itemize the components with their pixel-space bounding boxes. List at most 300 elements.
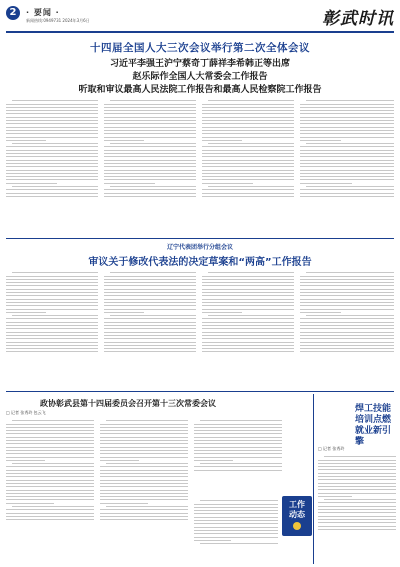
text-line: [300, 318, 394, 319]
text-line: [104, 163, 196, 164]
text-line: [104, 193, 196, 194]
text-line: [104, 345, 196, 346]
text-line: [100, 509, 188, 510]
text-line: [104, 335, 196, 336]
text-line: [194, 540, 231, 541]
story3-column-3b: [194, 498, 278, 564]
text-line: [6, 309, 98, 310]
text-line: [202, 150, 294, 151]
text-line: [110, 143, 196, 144]
text-line: [104, 130, 196, 131]
text-line: [300, 279, 394, 280]
text-line: [6, 282, 98, 283]
story1-column-1: [6, 98, 98, 236]
text-line: [6, 166, 98, 167]
right-byline: □ 记者 张秀玲: [318, 446, 345, 451]
text-line: [6, 345, 98, 346]
text-line: [6, 299, 98, 300]
text-line: [6, 332, 98, 333]
text-line: [194, 433, 282, 434]
vertical-divider: [313, 394, 314, 564]
text-line: [104, 127, 196, 128]
text-line: [202, 332, 294, 333]
text-line: [104, 150, 196, 151]
text-line: [202, 189, 294, 190]
text-line: [300, 183, 352, 184]
text-line: [6, 342, 98, 343]
text-line: [6, 519, 94, 520]
text-line: [6, 173, 98, 174]
text-line: [194, 517, 278, 518]
text-line: [202, 299, 294, 300]
text-line: [202, 342, 294, 343]
text-line: [300, 332, 394, 333]
text-line: [202, 309, 294, 310]
text-line: [6, 480, 94, 481]
text-line: [194, 443, 282, 444]
text-line: [104, 179, 196, 180]
text-line: [300, 146, 394, 147]
text-line: [6, 137, 98, 138]
text-line: [12, 463, 94, 464]
text-line: [6, 285, 98, 286]
text-line: [318, 526, 396, 527]
text-line: [6, 176, 98, 177]
text-line: [318, 516, 396, 517]
text-line: [202, 322, 294, 323]
story1-subheadline-3: 听取和审议最高人民法院工作报告和最高人民检察院工作报告: [78, 85, 322, 95]
text-line: [194, 520, 278, 521]
text-line: [318, 486, 396, 487]
text-line: [202, 110, 294, 111]
text-line: [104, 342, 196, 343]
text-line: [6, 499, 94, 500]
story1-subheadline-2: 赵乐际作全国人大常委会工作报告: [132, 72, 268, 82]
text-line: [202, 166, 294, 167]
text-line: [6, 179, 98, 180]
text-line: [208, 100, 294, 101]
text-line: [6, 183, 57, 184]
text-line: [194, 513, 278, 514]
text-line: [318, 522, 396, 523]
text-line: [100, 430, 188, 431]
text-line: [104, 312, 144, 313]
text-line: [208, 186, 294, 187]
text-line: [194, 470, 282, 471]
story1-column-4: [300, 98, 394, 236]
text-line: [100, 466, 188, 467]
story3-column-3: [194, 418, 282, 494]
text-line: [318, 476, 396, 477]
text-line: [300, 127, 394, 128]
text-line: [194, 523, 278, 524]
text-line: [104, 322, 196, 323]
text-line: [104, 133, 196, 134]
text-line: [100, 440, 188, 441]
text-line: [300, 282, 394, 283]
text-line: [300, 325, 394, 326]
text-line: [6, 104, 98, 105]
text-line: [202, 107, 294, 108]
text-line: [324, 499, 396, 500]
badge-dot-icon: [293, 522, 301, 530]
text-line: [6, 466, 94, 467]
text-line: [104, 156, 196, 157]
text-line: [202, 295, 294, 296]
text-line: [6, 318, 98, 319]
text-line: [6, 163, 98, 164]
badge-line-1: 工作: [289, 500, 305, 509]
text-line: [300, 166, 394, 167]
text-line: [100, 437, 188, 438]
text-line: [318, 473, 396, 474]
text-line: [6, 460, 45, 461]
text-line: [6, 140, 46, 141]
text-line: [6, 450, 94, 451]
text-line: [6, 305, 98, 306]
text-line: [100, 460, 139, 461]
text-line: [202, 348, 294, 349]
text-line: [300, 309, 394, 310]
text-line: [300, 193, 394, 194]
text-line: [12, 506, 94, 507]
text-line: [6, 430, 94, 431]
text-line: [100, 447, 188, 448]
text-line: [202, 196, 294, 197]
text-line: [194, 430, 282, 431]
text-line: [6, 509, 94, 510]
text-line: [202, 170, 294, 171]
text-line: [100, 443, 188, 444]
text-line: [200, 463, 282, 464]
text-line: [300, 110, 394, 111]
text-line: [104, 146, 196, 147]
text-line: [6, 457, 94, 458]
text-line: [318, 463, 396, 464]
text-line: [300, 335, 394, 336]
text-line: [202, 140, 242, 141]
text-line: [100, 433, 188, 434]
text-line: [202, 338, 294, 339]
text-line: [300, 351, 394, 352]
text-line: [318, 512, 396, 513]
text-line: [104, 173, 196, 174]
text-line: [300, 104, 394, 105]
text-line: [100, 486, 188, 487]
text-line: [100, 519, 188, 520]
text-line: [202, 113, 294, 114]
text-line: [300, 295, 394, 296]
text-line: [318, 509, 396, 510]
text-line: [104, 189, 196, 190]
text-line: [100, 453, 188, 454]
text-line: [300, 117, 394, 118]
text-line: [104, 170, 196, 171]
text-line: [104, 348, 196, 349]
text-line: [202, 285, 294, 286]
text-line: [306, 186, 394, 187]
text-line: [300, 305, 394, 306]
text-line: [6, 483, 94, 484]
text-line: [6, 156, 98, 157]
text-line: [104, 183, 155, 184]
text-line: [104, 160, 196, 161]
text-line: [6, 150, 98, 151]
text-line: [104, 279, 196, 280]
text-line: [202, 130, 294, 131]
text-line: [6, 453, 94, 454]
text-line: [300, 170, 394, 171]
text-line: [6, 127, 98, 128]
text-line: [6, 427, 94, 428]
text-line: [202, 127, 294, 128]
story3-byline: □ 记者 张秀玲 包云飞: [6, 410, 46, 415]
text-line: [300, 107, 394, 108]
text-line: [104, 338, 196, 339]
text-line: [194, 507, 278, 508]
text-line: [6, 193, 98, 194]
text-line: [104, 282, 196, 283]
text-line: [100, 513, 188, 514]
text-line: [104, 285, 196, 286]
text-line: [100, 490, 188, 491]
text-line: [6, 160, 98, 161]
text-line: [6, 292, 98, 293]
story1-subheadline-1: 习近平李强王沪宁蔡奇丁薛祥李希韩正等出席: [109, 59, 290, 69]
text-line: [300, 150, 394, 151]
text-line: [194, 447, 282, 448]
text-line: [202, 120, 294, 121]
text-line: [202, 279, 294, 280]
text-line: [6, 443, 94, 444]
text-line: [104, 176, 196, 177]
text-line: [202, 137, 294, 138]
text-line: [194, 457, 282, 458]
text-line: [6, 276, 98, 277]
text-line: [110, 315, 196, 316]
text-line: [300, 338, 394, 339]
text-line: [100, 499, 188, 500]
text-line: [6, 328, 98, 329]
text-line: [6, 146, 98, 147]
text-line: [202, 156, 294, 157]
text-line: [300, 285, 394, 286]
text-line: [194, 440, 282, 441]
text-line: [6, 490, 94, 491]
text-line: [100, 424, 188, 425]
text-line: [100, 476, 188, 477]
story1-column-3: [202, 98, 294, 236]
text-line: [202, 163, 294, 164]
text-line: [12, 100, 98, 101]
badge-line-2: 动态: [289, 510, 305, 519]
text-line: [318, 493, 396, 494]
text-line: [300, 196, 394, 197]
text-line: [12, 186, 98, 187]
text-line: [194, 460, 233, 461]
story1-headline: 十四届全国人大三次会议举行第二次全体会议: [90, 42, 310, 54]
divider-2: [6, 391, 394, 392]
story3-column-1: [6, 418, 94, 564]
text-line: [104, 137, 196, 138]
text-line: [202, 276, 294, 277]
text-line: [200, 500, 278, 501]
text-line: [202, 312, 242, 313]
text-line: [104, 276, 196, 277]
text-line: [202, 328, 294, 329]
text-line: [6, 486, 94, 487]
text-line: [300, 179, 394, 180]
text-line: [200, 543, 278, 544]
text-line: [12, 143, 98, 144]
text-line: [104, 295, 196, 296]
text-line: [300, 322, 394, 323]
text-line: [208, 315, 294, 316]
text-line: [318, 469, 396, 470]
masthead-rule: [6, 31, 394, 33]
text-line: [194, 537, 278, 538]
story2-headline: 审议关于修改代表法的决定草案和“两高”工作报告: [88, 257, 312, 268]
text-line: [300, 292, 394, 293]
text-line: [6, 289, 98, 290]
text-line: [6, 120, 98, 121]
text-line: [202, 183, 253, 184]
text-line: [100, 480, 188, 481]
text-line: [100, 457, 188, 458]
text-line: [6, 493, 94, 494]
text-line: [12, 315, 98, 316]
text-line: [6, 437, 94, 438]
text-line: [6, 348, 98, 349]
text-line: [300, 133, 394, 134]
text-line: [300, 189, 394, 190]
text-line: [106, 420, 188, 421]
text-line: [6, 496, 94, 497]
text-line: [194, 453, 282, 454]
story3-column-2: [100, 418, 188, 564]
text-line: [6, 302, 98, 303]
newspaper-logo: 彰武时讯: [322, 9, 394, 29]
text-line: [110, 186, 196, 187]
story3-headline: 政协彰武县第十四届委员会召开第十三次常委会议: [40, 399, 216, 408]
text-line: [202, 173, 294, 174]
text-line: [300, 163, 394, 164]
text-line: [6, 196, 98, 197]
text-line: [202, 345, 294, 346]
text-line: [104, 318, 196, 319]
story2-column-1: [6, 270, 98, 388]
text-line: [300, 276, 394, 277]
text-line: [6, 295, 98, 296]
text-line: [104, 305, 196, 306]
text-line: [12, 272, 98, 273]
text-line: [300, 156, 394, 157]
text-line: [6, 440, 94, 441]
story1-column-2: [104, 98, 196, 236]
text-line: [200, 420, 282, 421]
text-line: [6, 325, 98, 326]
text-line: [318, 496, 352, 497]
text-line: [6, 447, 94, 448]
text-line: [100, 516, 188, 517]
text-line: [300, 120, 394, 121]
work-news-badge: [282, 496, 312, 536]
text-line: [300, 173, 394, 174]
text-line: [104, 299, 196, 300]
text-line: [6, 335, 98, 336]
text-line: [202, 117, 294, 118]
text-line: [194, 504, 278, 505]
text-line: [104, 166, 196, 167]
text-line: [300, 312, 341, 313]
text-line: [6, 123, 98, 124]
text-line: [318, 466, 396, 467]
story2-kicker: 辽宁代表团举行分组会议: [166, 244, 233, 251]
text-line: [202, 335, 294, 336]
text-line: [104, 325, 196, 326]
text-line: [6, 351, 98, 352]
text-line: [300, 345, 394, 346]
text-line: [104, 110, 196, 111]
text-line: [202, 351, 294, 352]
text-line: [306, 100, 394, 101]
text-line: [300, 299, 394, 300]
text-line: [100, 470, 188, 471]
story2-column-2: [104, 270, 196, 388]
text-line: [100, 473, 188, 474]
text-line: [318, 502, 396, 503]
text-line: [100, 450, 188, 451]
text-line: [194, 527, 278, 528]
text-line: [6, 130, 98, 131]
text-line: [208, 143, 294, 144]
text-line: [6, 470, 94, 471]
text-line: [6, 516, 94, 517]
text-line: [104, 104, 196, 105]
text-line: [110, 100, 196, 101]
text-line: [306, 272, 394, 273]
text-line: [300, 153, 394, 154]
text-line: [100, 503, 148, 504]
text-line: [6, 503, 54, 504]
text-line: [202, 133, 294, 134]
text-line: [194, 533, 278, 534]
text-line: [300, 348, 394, 349]
text-line: [202, 292, 294, 293]
text-line: [202, 153, 294, 154]
text-line: [318, 489, 396, 490]
text-line: [202, 305, 294, 306]
text-line: [318, 519, 396, 520]
issue-line: 新闻热线:0949731 2024年3月6日: [26, 18, 90, 23]
text-line: [6, 433, 94, 434]
text-line: [110, 272, 196, 273]
text-line: [208, 272, 294, 273]
text-line: [306, 143, 394, 144]
divider-1: [6, 238, 394, 239]
text-line: [318, 460, 396, 461]
text-line: [104, 107, 196, 108]
text-line: [104, 153, 196, 154]
text-line: [6, 338, 98, 339]
text-line: [6, 117, 98, 118]
text-line: [12, 420, 94, 421]
text-line: [104, 289, 196, 290]
text-line: [6, 312, 46, 313]
text-line: [194, 424, 282, 425]
text-line: [106, 506, 188, 507]
text-line: [300, 123, 394, 124]
